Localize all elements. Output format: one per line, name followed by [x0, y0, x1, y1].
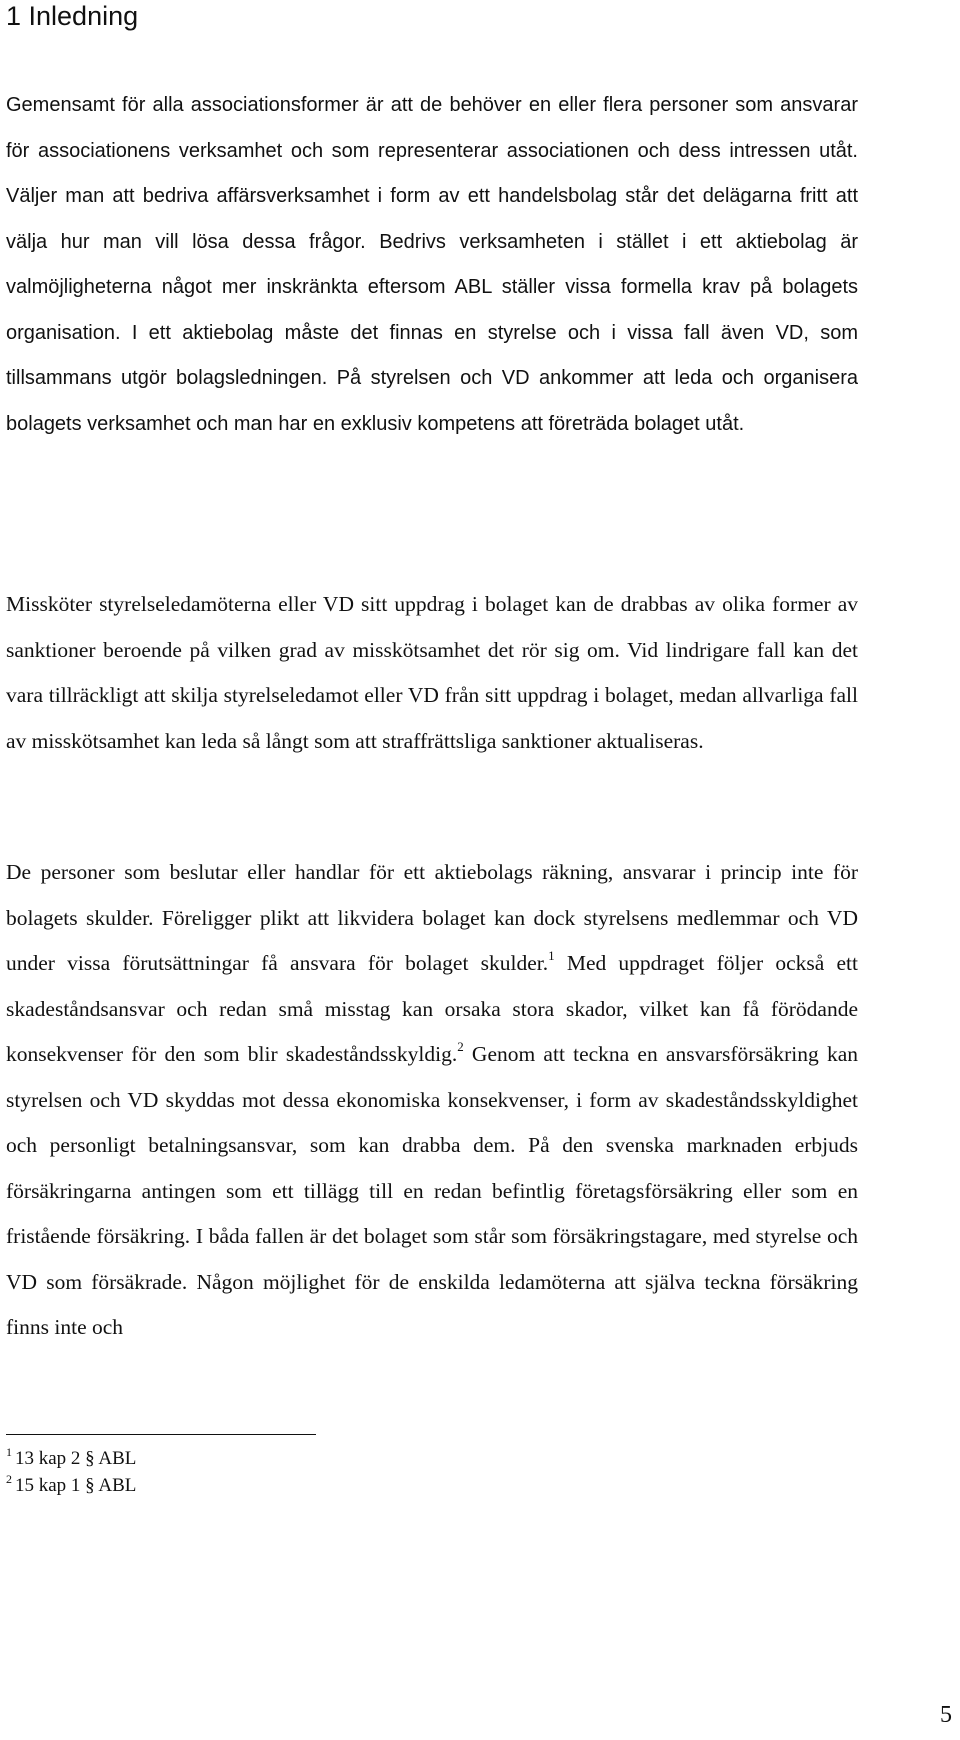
paragraph-sanctions: Missköter styrelseledamöterna eller VD sitt uppdrag i bolaget kan de drabbas av olika former av sanktioner beroende på vilken grad av misskötsamhet det rör sig om. Vid lindrigare fall kan det vara tillräckligt att skilja styrelseledamot eller VD från sitt uppdrag i bolaget, medan allvarliga fall av misskötsamhet kan leda så långt som att straffrättsliga sanktioner aktualiseras. [6, 592, 858, 753]
footnote-number: 1 [6, 1445, 12, 1459]
page-number: 5 [940, 1702, 952, 1728]
footnote-number: 2 [6, 1472, 12, 1486]
paragraph-associations: Gemensamt för alla associationsformer är att de behöver en eller flera personer som ansvarar för associationens verksamhet och som representerar associationen och dess intressen utåt. Väljer man att bedriva affärsverksamhet i form av ett handelsbolag står det delägarna fritt att välja hur man vill lösa dessa frågor. Bedrivs verksamheten i stället i ett aktiebolag är valmöjligheterna något mer inskränkta eftersom ABL ställer vissa formella krav på bolagets organisation. I ett aktiebolag måste det finnas en styrelse och i vissa fall även VD, som tillsammans utgör bolagsledningen. På styrelsen och VD ankommer att leda och organisera bolagets verksamhet och man har en exklusiv kompetens att företräda bolaget utåt. [6, 94, 858, 435]
footnote-text: 15 kap 1 § ABL [15, 1475, 137, 1496]
footnote-item [6, 1445, 136, 1472]
section-heading: 1 Inledning [6, 1, 139, 31]
footnote-reference-2[interactable]: 2 [457, 1039, 464, 1054]
footnote-text: 13 kap 2 § ABL [15, 1448, 137, 1469]
footnote-reference-1[interactable]: 1 [548, 948, 555, 963]
footnote-list [6, 1445, 136, 1499]
paragraph-liability [6, 850, 858, 1351]
paragraph-liability-part-1: De personer som beslutar eller handlar för ett aktiebolags räkning, ansvarar i princip inte för bolagets skulder. Föreligger plikt att likvidera bolaget kan dock styrelsens medlemmar och VD under vissa förutsättningar få ansvara för bolaget skulder. [6, 860, 858, 975]
paragraph-liability-part-2: Med uppdraget följer också ett skadeståndsansvar och redan små misstag kan orsaka stora skador, vilket kan få förödande konsekvenser för den som blir skadeståndsskyldig. [6, 951, 858, 1066]
footnote-divider [6, 1434, 316, 1435]
footnote-item [6, 1472, 136, 1499]
paragraph-liability-part-3: Genom att teckna en ansvarsförsäkring kan styrelsen och VD skyddas mot dessa ekonomiska konsekvenser, i form av skadeståndsskyldighet och personligt betalningsansvar, som kan drabba dem. På den svenska marknaden erbjuds försäkringarna antingen som ett tillägg till en redan befintlig företagsförsäkring eller som en fristående försäkring. I båda fallen är det bolaget som står som försäkringstagare, med styrelse och VD som försäkrade. Någon möjlighet för de enskilda ledamöterna att själva teckna försäkring finns inte och [6, 1042, 858, 1339]
